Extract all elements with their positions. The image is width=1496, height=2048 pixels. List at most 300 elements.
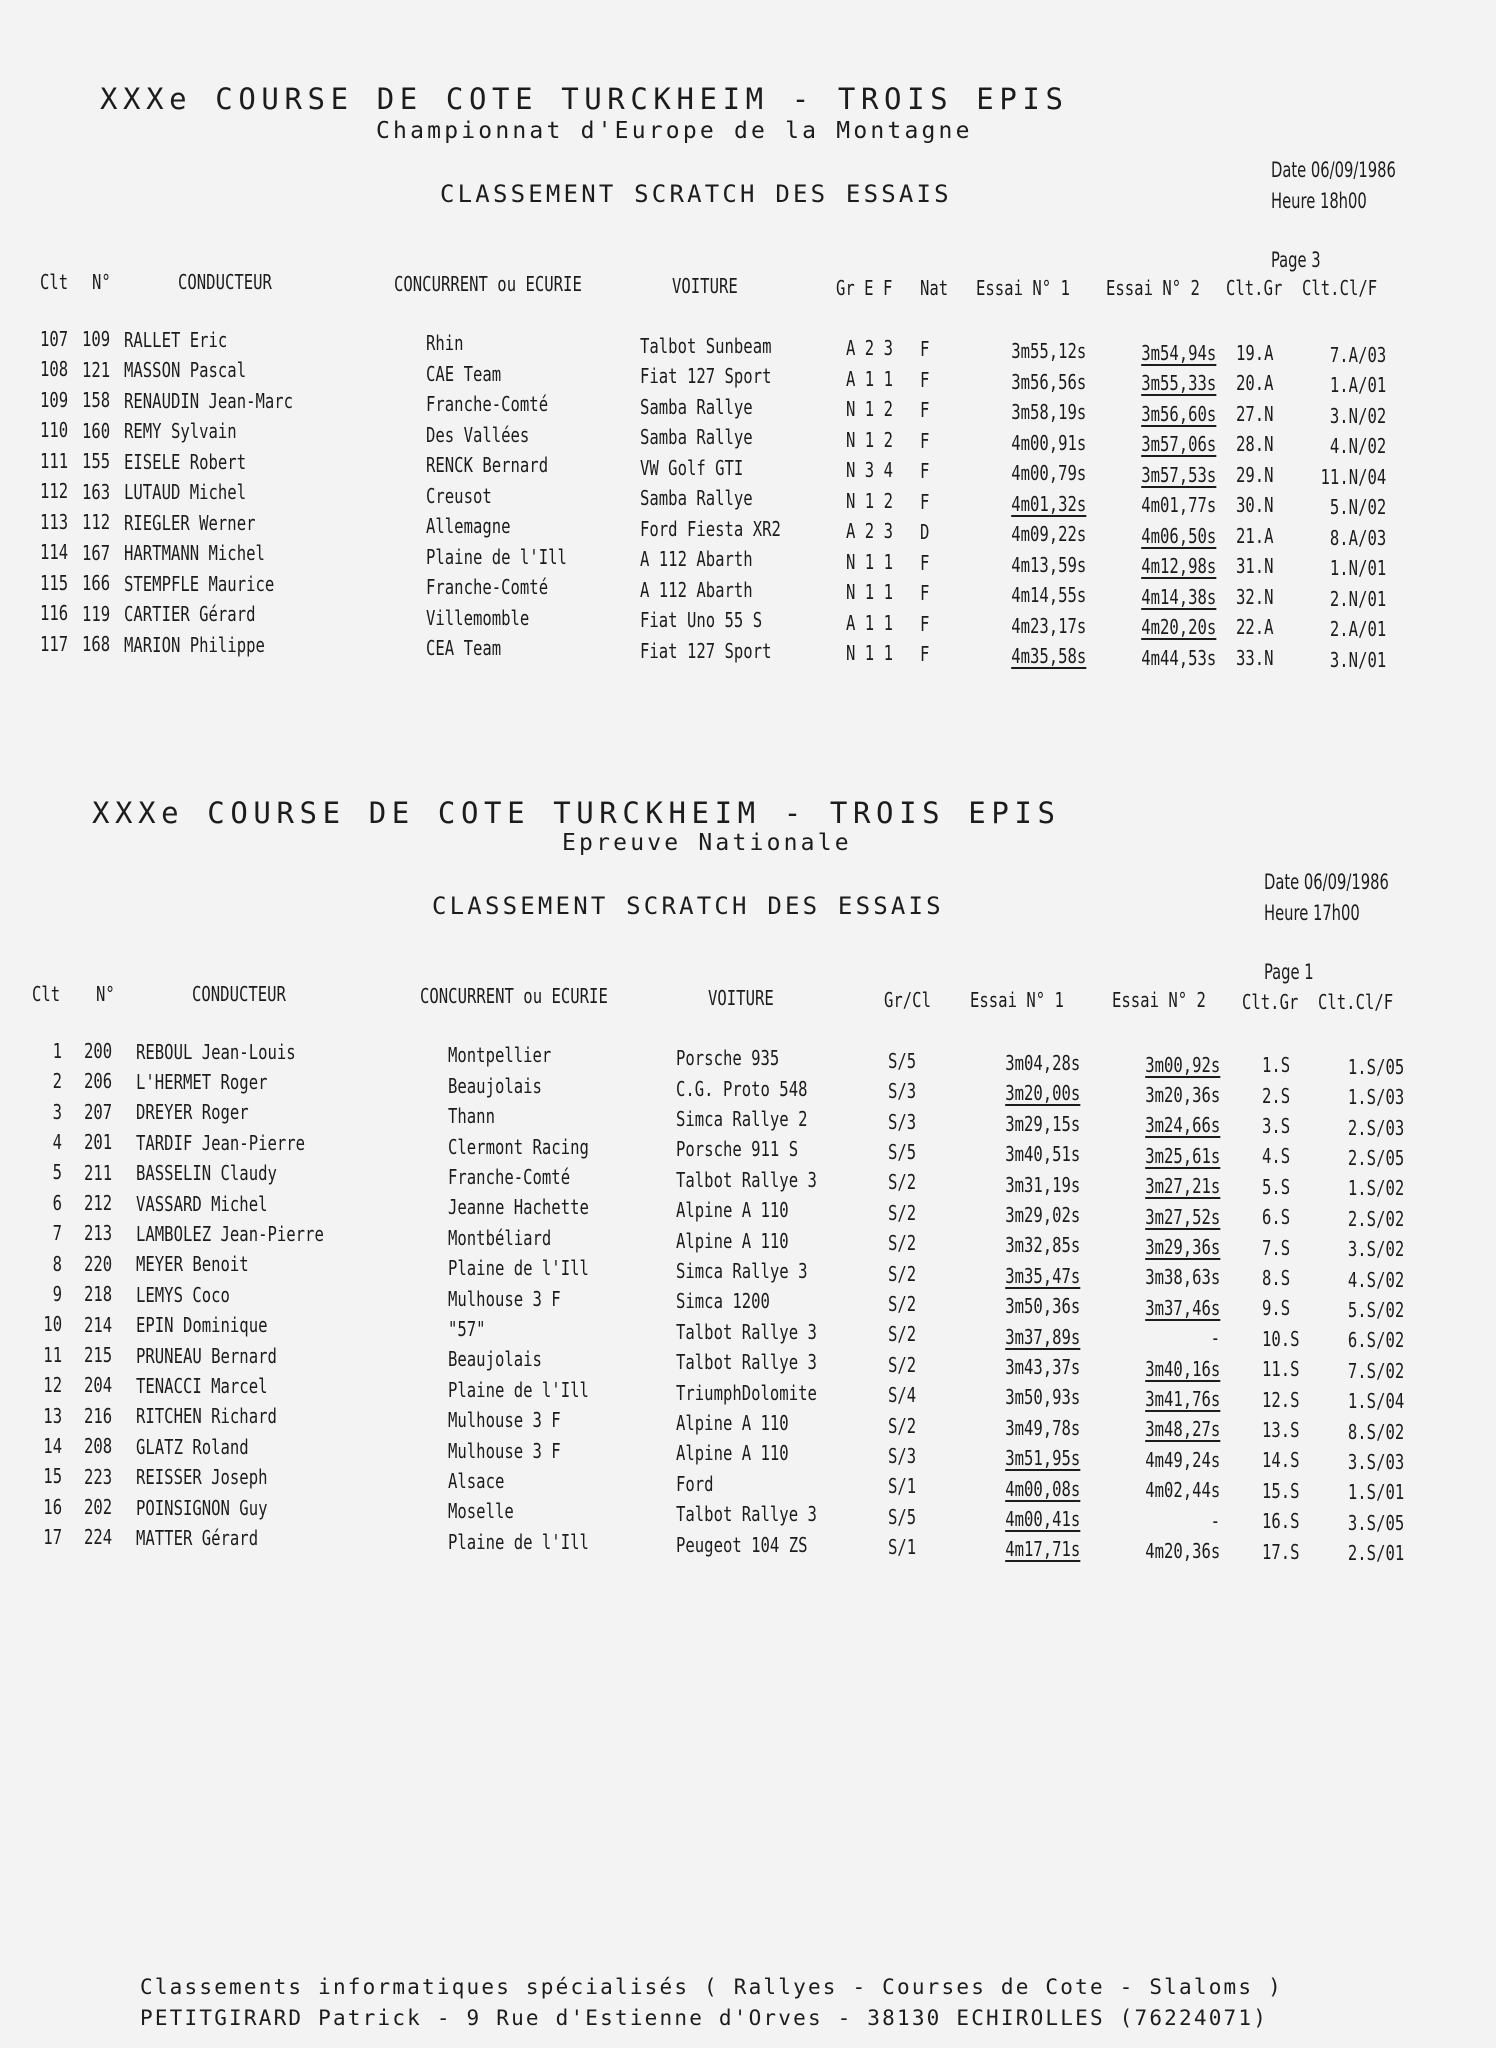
section-title: XXXe COURSE DE COTE TURCKHEIM - TROIS EPIS bbox=[92, 796, 1061, 830]
cell-clt-gr: 30.N bbox=[1236, 493, 1274, 518]
cell-clt-cl: 2.S/03 bbox=[1347, 1115, 1404, 1140]
cell-essai2: 4m01,77s bbox=[1140, 493, 1216, 518]
cell-clt-gr: 5.S bbox=[1262, 1174, 1291, 1199]
header-concurrent: CONCURRENT ou ECURIE bbox=[394, 272, 582, 296]
cell-number: 158 bbox=[82, 388, 111, 412]
cell-essai1: 4m17,71s bbox=[1004, 1537, 1080, 1562]
cell-clt-cl: 5.S/02 bbox=[1347, 1298, 1404, 1322]
cell-clt: 9 bbox=[52, 1281, 62, 1306]
header-gr-cl: Gr/Cl bbox=[884, 988, 931, 1012]
cell-driver: GLATZ Roland bbox=[136, 1434, 249, 1459]
cell-team: Montpellier bbox=[448, 1043, 552, 1068]
header-concurrent: CONCURRENT ou ECURIE bbox=[420, 984, 608, 1008]
cell-essai2: 4m14,38s bbox=[1140, 584, 1216, 609]
cell-clt-gr: 4.S bbox=[1262, 1144, 1291, 1169]
cell-group: S/2 bbox=[888, 1322, 917, 1347]
header-clt: Clt bbox=[40, 270, 69, 294]
header-conducteur: CONDUCTEUR bbox=[178, 270, 272, 294]
cell-clt-gr: 7.S bbox=[1262, 1235, 1291, 1260]
cell-clt-cl: 2.S/02 bbox=[1347, 1206, 1404, 1231]
cell-car: Simca 1200 bbox=[676, 1289, 770, 1314]
header-clt: Clt bbox=[32, 982, 61, 1006]
cell-group: N 1 1 bbox=[846, 580, 893, 605]
cell-car: VW Golf GTI bbox=[640, 455, 744, 480]
cell-team: CAE Team bbox=[426, 361, 502, 386]
section-title: XXXe COURSE DE COTE TURCKHEIM - TROIS EPIS bbox=[100, 82, 1069, 116]
cell-team: Des Vallées bbox=[426, 422, 530, 447]
cell-group: S/3 bbox=[888, 1079, 917, 1104]
cell-driver: LAMBOLEZ Jean-Pierre bbox=[136, 1222, 324, 1246]
cell-car: Simca Rallye 2 bbox=[676, 1106, 808, 1131]
cell-clt-cl: 3.S/05 bbox=[1347, 1510, 1404, 1535]
cell-clt-gr: 6.S bbox=[1262, 1205, 1291, 1230]
header-essai1: Essai N° 1 bbox=[976, 276, 1070, 300]
cell-clt-gr: 13.S bbox=[1262, 1417, 1300, 1442]
cell-driver: EPIN Dominique bbox=[136, 1313, 268, 1338]
cell-clt-cl: 1.A/01 bbox=[1329, 373, 1386, 398]
header-conducteur: CONDUCTEUR bbox=[192, 982, 286, 1006]
cell-driver: MARION Philippe bbox=[124, 632, 265, 657]
cell-clt: 113 bbox=[40, 509, 69, 534]
cell-clt: 3 bbox=[52, 1099, 62, 1124]
cell-clt-cl: 2.A/01 bbox=[1329, 617, 1386, 642]
cell-essai2: 3m37,46s bbox=[1144, 1295, 1220, 1320]
header-number: N° bbox=[92, 270, 111, 294]
cell-driver: LEMYS Coco bbox=[136, 1282, 230, 1307]
cell-essai2: 3m55,33s bbox=[1140, 371, 1216, 396]
cell-number: 109 bbox=[82, 327, 111, 351]
cell-essai2: 4m12,98s bbox=[1140, 554, 1216, 579]
cell-clt-gr: 33.N bbox=[1236, 645, 1274, 670]
results-section-europe bbox=[0, 0, 1496, 700]
cell-number: 223 bbox=[84, 1464, 113, 1489]
cell-essai2: 3m54,94s bbox=[1140, 340, 1216, 365]
cell-driver: L'HERMET Roger bbox=[136, 1070, 268, 1094]
cell-group: S/3 bbox=[888, 1109, 917, 1134]
cell-essai2: 4m06,50s bbox=[1140, 523, 1216, 548]
cell-car: A 112 Abarth bbox=[640, 577, 753, 602]
section-subtitle: Epreuve Nationale bbox=[562, 830, 852, 856]
cell-number: 216 bbox=[84, 1403, 113, 1428]
cell-clt: 115 bbox=[40, 570, 69, 595]
cell-car: Ford bbox=[676, 1471, 714, 1496]
cell-clt-cl: 3.N/01 bbox=[1329, 647, 1386, 672]
cell-group: N 1 2 bbox=[846, 397, 893, 422]
cell-clt: 4 bbox=[52, 1129, 62, 1154]
cell-clt-cl: 3.S/02 bbox=[1347, 1237, 1404, 1262]
cell-clt: 111 bbox=[40, 448, 69, 473]
cell-clt: 13 bbox=[43, 1403, 62, 1428]
cell-clt-gr: 15.S bbox=[1262, 1478, 1300, 1503]
cell-clt: 109 bbox=[40, 387, 69, 412]
cell-clt-cl: 1.S/03 bbox=[1347, 1085, 1404, 1110]
cell-number: 212 bbox=[84, 1191, 113, 1215]
cell-group: S/2 bbox=[888, 1352, 917, 1377]
cell-car: Alpine A 110 bbox=[676, 1198, 789, 1223]
cell-driver: RALLET Eric bbox=[124, 327, 228, 352]
cell-car: Talbot Rallye 3 bbox=[676, 1319, 817, 1344]
cell-essai1: 3m31,19s bbox=[1004, 1172, 1080, 1197]
cell-clt: 116 bbox=[40, 601, 69, 625]
section-subtitle: Championnat d'Europe de la Montagne bbox=[376, 118, 973, 144]
cell-clt: 108 bbox=[40, 357, 69, 381]
cell-essai2: 4m02,44s bbox=[1144, 1478, 1220, 1503]
cell-essai1: 4m00,41s bbox=[1004, 1507, 1080, 1531]
cell-clt: 12 bbox=[43, 1373, 62, 1398]
cell-group: A 2 3 bbox=[846, 336, 893, 361]
cell-driver: HARTMANN Michel bbox=[124, 541, 265, 565]
cell-essai1: 3m43,37s bbox=[1004, 1355, 1080, 1379]
cell-clt-gr: 20.A bbox=[1236, 371, 1274, 396]
cell-clt-gr: 11.S bbox=[1262, 1357, 1300, 1382]
header-clt-gr: Clt.Gr bbox=[1242, 990, 1299, 1014]
cell-nationality: F bbox=[920, 428, 930, 453]
cell-clt-gr: 2.S bbox=[1262, 1083, 1291, 1108]
cell-driver: TENACCI Marcel bbox=[136, 1374, 268, 1398]
cell-team: Moselle bbox=[448, 1499, 514, 1524]
cell-group: S/1 bbox=[888, 1474, 917, 1499]
cell-clt: 114 bbox=[40, 540, 69, 564]
cell-team: Franche-Comté bbox=[426, 392, 549, 417]
cell-essai2: 3m27,21s bbox=[1144, 1174, 1220, 1199]
date-label: Date 06/09/1986 bbox=[1271, 158, 1396, 182]
cell-clt-cl: 2.N/01 bbox=[1329, 586, 1386, 611]
cell-clt-cl: 6.S/02 bbox=[1347, 1328, 1404, 1353]
cell-essai1: 3m37,89s bbox=[1004, 1324, 1080, 1349]
cell-group: S/5 bbox=[888, 1139, 917, 1164]
cell-team: Franche-Comté bbox=[426, 575, 549, 600]
cell-number: 211 bbox=[84, 1160, 113, 1185]
cell-clt: 15 bbox=[43, 1464, 62, 1489]
cell-driver: STEMPFLE Maurice bbox=[124, 571, 275, 596]
cell-nationality: F bbox=[920, 642, 930, 666]
cell-clt-cl: 8.A/03 bbox=[1329, 525, 1386, 550]
cell-essai2: 4m20,20s bbox=[1140, 615, 1216, 640]
cell-essai2: 3m57,06s bbox=[1140, 432, 1216, 457]
cell-group: S/2 bbox=[888, 1261, 917, 1286]
cell-car: Samba Rallye bbox=[640, 394, 753, 419]
cell-clt-gr: 16.S bbox=[1262, 1509, 1300, 1534]
page-number: Page 1 bbox=[1264, 960, 1314, 984]
cell-car: Alpine A 110 bbox=[676, 1228, 789, 1253]
cell-number: 224 bbox=[84, 1525, 113, 1550]
cell-clt-gr: 21.A bbox=[1236, 523, 1274, 548]
cell-driver: REMY Sylvain bbox=[124, 419, 237, 443]
cell-number: 166 bbox=[82, 571, 111, 595]
cell-clt: 11 bbox=[43, 1342, 62, 1367]
cell-team: Mulhouse 3 F bbox=[448, 1408, 561, 1433]
cell-driver: LUTAUD Michel bbox=[124, 480, 247, 504]
header-clt-cl: Clt.Cl/F bbox=[1302, 276, 1378, 300]
cell-number: 160 bbox=[82, 418, 111, 443]
results-section-nationale bbox=[0, 710, 1496, 1590]
cell-clt: 10 bbox=[43, 1312, 62, 1337]
cell-nationality: F bbox=[920, 581, 930, 605]
cell-essai1: 4m00,79s bbox=[1010, 461, 1086, 485]
cell-essai1: 4m35,58s bbox=[1010, 644, 1086, 668]
cell-clt: 1 bbox=[52, 1038, 62, 1063]
cell-team: Franche-Comté bbox=[448, 1165, 571, 1189]
cell-essai2: 3m57,53s bbox=[1140, 462, 1216, 487]
cell-driver: POINSIGNON Guy bbox=[136, 1495, 268, 1520]
classement-heading: CLASSEMENT SCRATCH DES ESSAIS bbox=[440, 180, 952, 208]
cell-nationality: F bbox=[920, 367, 930, 392]
cell-essai2: - bbox=[1210, 1508, 1220, 1533]
page-number: Page 3 bbox=[1271, 248, 1321, 272]
cell-team: Mulhouse 3 F bbox=[448, 1438, 561, 1463]
cell-driver: MEYER Benoit bbox=[136, 1252, 249, 1277]
cell-team: Plaine de l'Ill bbox=[448, 1529, 589, 1554]
cell-essai2: 4m20,36s bbox=[1144, 1539, 1220, 1563]
footer-line-2: PETITGIRARD Patrick - 9 Rue d'Estienne d'Orves - 38130 ECHIROLLES (76224071) bbox=[140, 2006, 1269, 2030]
cell-car: Talbot Sunbeam bbox=[640, 333, 772, 358]
cell-group: S/2 bbox=[888, 1231, 917, 1256]
cell-clt-gr: 22.A bbox=[1236, 615, 1274, 640]
cell-car: Talbot Rallye 3 bbox=[676, 1502, 817, 1527]
date-label: Date 06/09/1986 bbox=[1264, 870, 1389, 894]
cell-driver: EISELE Robert bbox=[124, 449, 247, 474]
cell-clt-gr: 3.S bbox=[1262, 1113, 1291, 1138]
cell-team: Beaujolais bbox=[448, 1347, 542, 1372]
cell-clt-cl: 4.S/02 bbox=[1347, 1267, 1404, 1292]
cell-number: 214 bbox=[84, 1312, 113, 1337]
cell-nationality: F bbox=[920, 398, 930, 422]
cell-car: Peugeot 104 ZS bbox=[676, 1532, 808, 1557]
cell-number: 213 bbox=[84, 1221, 113, 1246]
cell-team: Allemagne bbox=[426, 514, 511, 539]
header-voiture: VOITURE bbox=[708, 986, 774, 1010]
cell-car: Samba Rallye bbox=[640, 486, 753, 511]
cell-essai1: 4m00,08s bbox=[1004, 1476, 1080, 1501]
cell-group: S/5 bbox=[888, 1048, 917, 1073]
cell-clt-gr: 8.S bbox=[1262, 1265, 1291, 1290]
cell-group: N 3 4 bbox=[846, 458, 893, 483]
cell-number: 207 bbox=[84, 1099, 113, 1124]
cell-driver: BASSELIN Claudy bbox=[136, 1161, 277, 1186]
cell-clt: 7 bbox=[52, 1221, 62, 1246]
cell-essai2: - bbox=[1210, 1326, 1220, 1351]
cell-car: Alpine A 110 bbox=[676, 1410, 789, 1435]
cell-team: Plaine de l'Ill bbox=[448, 1256, 589, 1281]
cell-number: 208 bbox=[84, 1434, 113, 1459]
cell-clt-cl: 2.S/01 bbox=[1347, 1541, 1404, 1566]
cell-clt: 17 bbox=[43, 1525, 62, 1550]
cell-clt-gr: 28.N bbox=[1236, 432, 1274, 457]
cell-driver: DREYER Roger bbox=[136, 1100, 249, 1125]
cell-driver: MATTER Gérard bbox=[136, 1526, 259, 1550]
cell-number: 155 bbox=[82, 449, 111, 473]
cell-number: 202 bbox=[84, 1495, 113, 1519]
cell-number: 112 bbox=[82, 510, 111, 534]
cell-car: Porsche 911 S bbox=[676, 1137, 799, 1162]
cell-clt-gr: 1.S bbox=[1262, 1053, 1291, 1078]
cell-essai1: 3m58,19s bbox=[1010, 400, 1086, 424]
cell-number: 218 bbox=[84, 1282, 113, 1307]
cell-essai2: 3m27,52s bbox=[1144, 1204, 1220, 1229]
time-label: Heure 18h00 bbox=[1271, 189, 1367, 213]
cell-car: A 112 Abarth bbox=[640, 547, 753, 572]
cell-car: Simca Rallye 3 bbox=[676, 1258, 808, 1283]
cell-team: Montbéliard bbox=[448, 1225, 552, 1250]
cell-clt-cl: 7.A/03 bbox=[1329, 342, 1386, 367]
header-number: N° bbox=[96, 982, 115, 1006]
cell-number: 200 bbox=[84, 1039, 113, 1063]
cell-essai2: 3m29,36s bbox=[1144, 1235, 1220, 1259]
time-label: Heure 17h00 bbox=[1264, 901, 1360, 925]
cell-essai1: 3m32,85s bbox=[1004, 1233, 1080, 1258]
cell-team: Beaujolais bbox=[448, 1073, 542, 1098]
cell-clt: 117 bbox=[40, 631, 69, 656]
cell-driver: PRUNEAU Bernard bbox=[136, 1343, 277, 1368]
cell-clt-cl: 11.N/04 bbox=[1320, 464, 1386, 489]
cell-clt: 107 bbox=[40, 326, 69, 351]
cell-clt: 6 bbox=[52, 1190, 62, 1215]
cell-number: 119 bbox=[82, 601, 111, 626]
cell-team: Clermont Racing bbox=[448, 1134, 589, 1159]
cell-essai1: 4m23,17s bbox=[1010, 613, 1086, 638]
cell-team: Villemomble bbox=[426, 605, 530, 630]
cell-clt: 14 bbox=[43, 1433, 62, 1458]
header-clt-cl: Clt.Cl/F bbox=[1318, 990, 1394, 1014]
cell-group: A 1 1 bbox=[846, 366, 893, 391]
cell-essai1: 3m20,00s bbox=[1004, 1081, 1080, 1106]
cell-essai2: 4m44,53s bbox=[1140, 645, 1216, 670]
cell-clt: 5 bbox=[52, 1160, 62, 1185]
cell-team: Plaine de l'Ill bbox=[448, 1377, 589, 1402]
cell-clt-cl: 8.S/02 bbox=[1347, 1419, 1404, 1444]
header-essai2: Essai N° 2 bbox=[1106, 276, 1200, 300]
cell-number: 206 bbox=[84, 1069, 113, 1094]
cell-essai2: 3m00,92s bbox=[1144, 1052, 1220, 1077]
cell-clt-gr: 29.N bbox=[1236, 462, 1274, 487]
cell-number: 168 bbox=[82, 632, 111, 656]
cell-clt-gr: 19.A bbox=[1236, 340, 1274, 365]
cell-team: "57" bbox=[448, 1317, 486, 1341]
cell-clt-cl: 1.S/05 bbox=[1347, 1054, 1404, 1079]
cell-car: Ford Fiesta XR2 bbox=[640, 516, 781, 541]
cell-clt-cl: 1.S/04 bbox=[1347, 1389, 1404, 1414]
cell-clt-gr: 12.S bbox=[1262, 1387, 1300, 1412]
cell-car: Talbot Rallye 3 bbox=[676, 1167, 817, 1192]
cell-car: Porsche 935 bbox=[676, 1046, 780, 1071]
cell-clt-cl: 1.S/02 bbox=[1347, 1176, 1404, 1201]
cell-group: S/2 bbox=[888, 1291, 917, 1316]
cell-number: 204 bbox=[84, 1373, 113, 1398]
cell-essai1: 3m51,95s bbox=[1004, 1446, 1080, 1471]
cell-essai2: 3m48,27s bbox=[1144, 1417, 1220, 1442]
header-essai2: Essai N° 2 bbox=[1112, 988, 1206, 1012]
cell-driver: CARTIER Gérard bbox=[124, 602, 256, 626]
cell-car: Alpine A 110 bbox=[676, 1441, 789, 1466]
cell-nationality: F bbox=[920, 611, 930, 636]
cell-group: S/1 bbox=[888, 1535, 917, 1560]
cell-essai1: 3m29,02s bbox=[1004, 1203, 1080, 1227]
cell-essai1: 3m50,93s bbox=[1004, 1385, 1080, 1410]
cell-essai1: 3m35,47s bbox=[1004, 1263, 1080, 1288]
cell-car: Fiat 127 Sport bbox=[640, 638, 772, 663]
cell-clt-gr: 17.S bbox=[1262, 1539, 1300, 1564]
cell-team: Plaine de l'Ill bbox=[426, 544, 567, 569]
cell-team: Thann bbox=[448, 1104, 495, 1129]
cell-essai2: 3m56,60s bbox=[1140, 401, 1216, 426]
cell-car: Talbot Rallye 3 bbox=[676, 1350, 817, 1375]
cell-clt-cl: 3.N/02 bbox=[1329, 403, 1386, 428]
cell-clt-cl: 1.N/01 bbox=[1329, 556, 1386, 581]
cell-nationality: F bbox=[920, 459, 930, 483]
cell-number: 163 bbox=[82, 479, 111, 504]
cell-clt-gr: 14.S bbox=[1262, 1448, 1300, 1473]
cell-driver: REBOUL Jean-Louis bbox=[136, 1039, 296, 1064]
cell-driver: RIEGLER Werner bbox=[124, 510, 256, 535]
cell-essai2: 3m38,63s bbox=[1144, 1265, 1220, 1290]
cell-group: A 2 3 bbox=[846, 519, 893, 544]
cell-clt-cl: 4.N/02 bbox=[1329, 434, 1386, 459]
cell-driver: RENAUDIN Jean-Marc bbox=[124, 388, 294, 413]
cell-essai2: 3m25,61s bbox=[1144, 1143, 1220, 1168]
cell-essai1: 3m40,51s bbox=[1004, 1142, 1080, 1167]
cell-group: N 1 1 bbox=[846, 641, 893, 666]
header-gr-e-f: Gr E F bbox=[836, 276, 893, 300]
cell-driver: VASSARD Michel bbox=[136, 1191, 268, 1216]
cell-nationality: D bbox=[920, 520, 930, 544]
cell-essai1: 3m49,78s bbox=[1004, 1415, 1080, 1440]
cell-group: S/2 bbox=[888, 1200, 917, 1225]
cell-nationality: F bbox=[920, 489, 930, 514]
cell-clt-cl: 3.S/03 bbox=[1347, 1450, 1404, 1474]
cell-number: 167 bbox=[82, 540, 111, 565]
cell-clt-gr: 9.S bbox=[1262, 1296, 1291, 1321]
cell-number: 121 bbox=[82, 357, 111, 382]
cell-group: N 1 1 bbox=[846, 549, 893, 574]
cell-group: S/3 bbox=[888, 1443, 917, 1468]
cell-team: RENCK Bernard bbox=[426, 453, 549, 478]
cell-clt-gr: 31.N bbox=[1236, 554, 1274, 579]
cell-clt-cl: 1.S/01 bbox=[1347, 1480, 1404, 1505]
cell-group: S/5 bbox=[888, 1504, 917, 1529]
cell-group: N 1 2 bbox=[846, 427, 893, 452]
cell-group: N 1 2 bbox=[846, 488, 893, 513]
cell-car: Fiat 127 Sport bbox=[640, 364, 772, 389]
cell-clt-cl: 2.S/05 bbox=[1347, 1146, 1404, 1170]
cell-essai2: 3m24,66s bbox=[1144, 1113, 1220, 1138]
cell-driver: RITCHEN Richard bbox=[136, 1404, 277, 1429]
cell-clt-gr: 32.N bbox=[1236, 584, 1274, 609]
cell-group: A 1 1 bbox=[846, 610, 893, 635]
cell-car: TriumphDolomite bbox=[676, 1380, 817, 1405]
cell-essai1: 4m13,59s bbox=[1010, 552, 1086, 577]
cell-team: Rhin bbox=[426, 331, 464, 356]
header-voiture: VOITURE bbox=[672, 274, 738, 298]
cell-clt: 8 bbox=[52, 1251, 62, 1276]
cell-team: Creusot bbox=[426, 483, 492, 508]
cell-team: Mulhouse 3 F bbox=[448, 1286, 561, 1311]
cell-essai2: 3m20,36s bbox=[1144, 1083, 1220, 1107]
cell-driver: MASSON Pascal bbox=[124, 358, 247, 382]
cell-number: 201 bbox=[84, 1130, 113, 1155]
cell-clt: 2 bbox=[52, 1069, 62, 1094]
cell-driver: TARDIF Jean-Pierre bbox=[136, 1130, 306, 1155]
header-nat: Nat bbox=[920, 276, 949, 300]
cell-team: CEA Team bbox=[426, 636, 502, 661]
cell-essai1: 4m09,22s bbox=[1010, 522, 1086, 546]
cell-team: Alsace bbox=[448, 1469, 505, 1493]
cell-essai1: 4m14,55s bbox=[1010, 583, 1086, 607]
header-essai1: Essai N° 1 bbox=[970, 988, 1064, 1012]
header-clt-gr: Clt.Gr bbox=[1226, 276, 1283, 300]
cell-number: 215 bbox=[84, 1343, 113, 1367]
cell-nationality: F bbox=[920, 550, 930, 575]
cell-number: 220 bbox=[84, 1251, 113, 1276]
